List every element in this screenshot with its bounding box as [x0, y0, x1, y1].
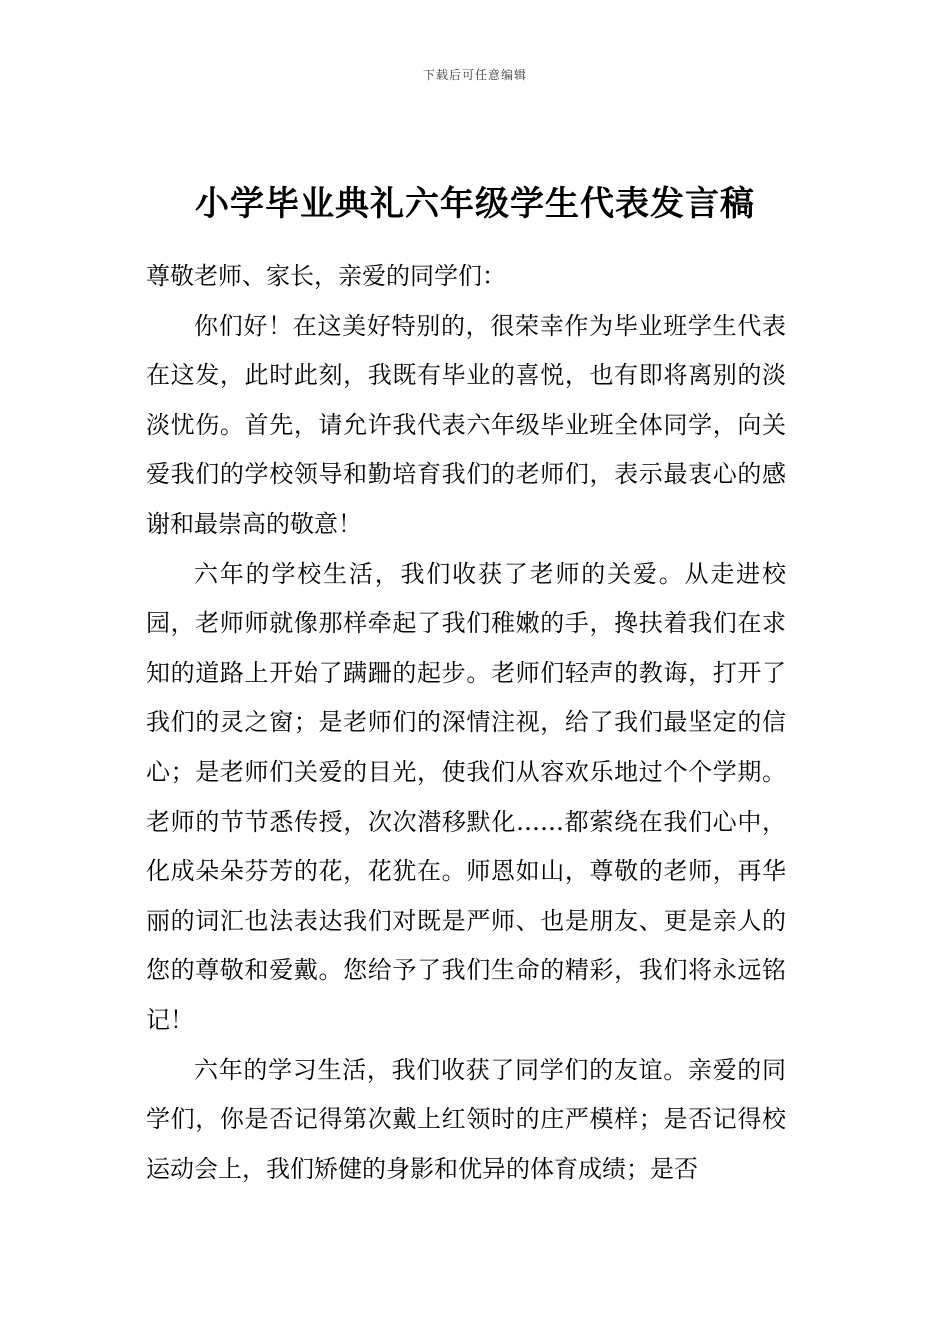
- paragraph-3: 六年的学习生活，我们收获了同学们的友谊。亲爱的同学们，你是否记得第次戴上红领时的庄严模样；是否记得校运动会上，我们矫健的身影和优异的体育成绩；是否: [146, 1055, 786, 1183]
- salutation: 尊敬老师、家长，亲爱的同学们：: [146, 262, 506, 290]
- paragraph-2: 六年的学校生活，我们收获了老师的关爱。从走进校园，老师师就像那样牵起了我们稚嫩的手，搀扶着我们在求知的道路上开始了蹒跚的起步。老师们轻声的教诲，打开了我们的灵之窗；是老师们的深情注视，给了我们最坚定的信心；是老师们关爱的目光，使我们从容欢乐地过个个学期。老师的节节悉传授，次次潜移默化……都萦绕在我们心中，化成朵朵芬芳的花，花犹在。师恩如山，尊敬的老师，再华丽的词汇也法表达我们对既是严师、也是朋友、更是亲人的您的尊敬和爱戴。您给予了我们生命的精彩，我们将永远铭记！: [146, 559, 786, 1034]
- document-title: 小学毕业典礼六年级学生代表发言稿: [195, 184, 755, 224]
- paragraph-1: 你们好！在这美好特别的，很荣幸作为毕业班学生代表在这发，此时此刻，我既有毕业的喜悦，也有即将离别的淡淡忧伤。首先，请允许我代表六年级毕业班全体同学，向关爱我们的学校领导和勤培育我们的老师们，表示最衷心的感谢和最崇高的敬意！: [146, 311, 786, 538]
- header-note: 下载后可任意编辑: [422, 68, 527, 82]
- document-body: [146, 252, 786, 1194]
